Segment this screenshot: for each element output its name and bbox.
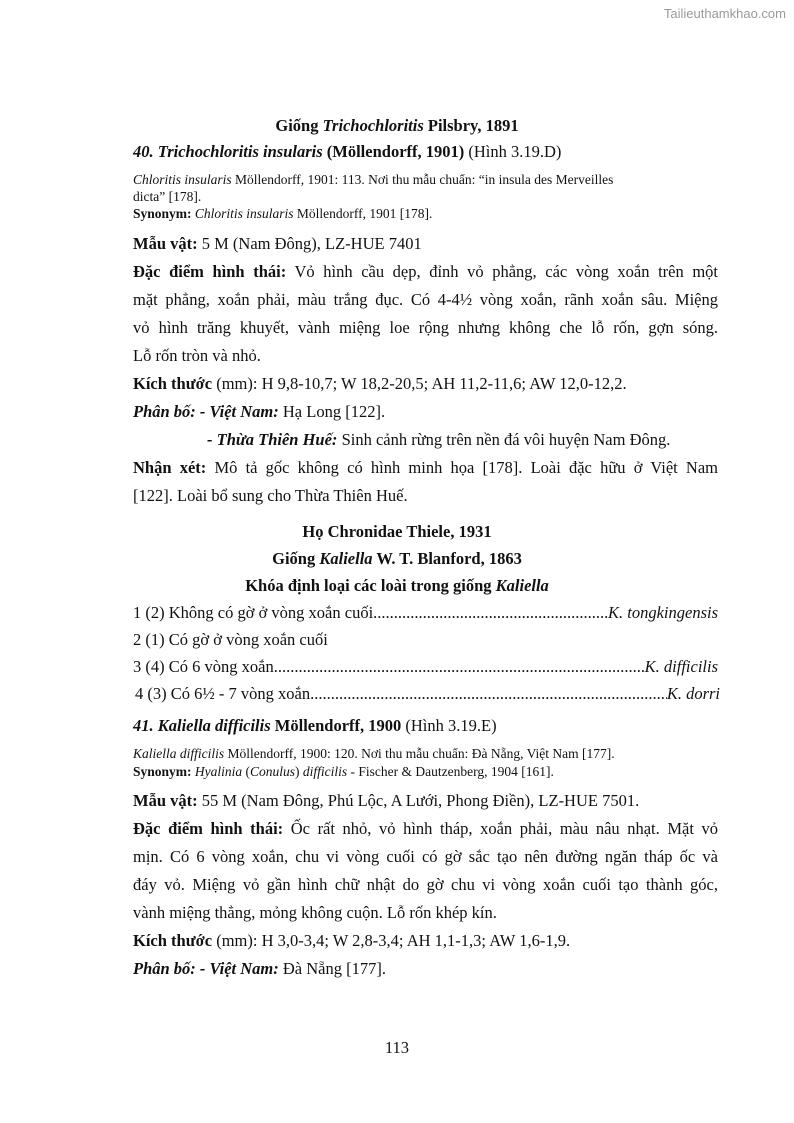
species-40-morphology-1: Đặc điểm hình thái: Vỏ hình cầu dẹp, đỉnh vỏ phẳng, các vòng xoắn trên một [133,262,719,281]
key-row: 1 (2) Không có gờ ở vòng xoắn cuối ..... K. tongkingensis [133,603,718,623]
species-40-synonym: Synonym: Chloritis insularis Möllendorff, 1901 [178]. [133,206,433,221]
key-row: 2 (1) Có gờ ở vòng xoắn cuối [133,630,328,649]
species-40-original-ref: Chloritis insularis Möllendorff, 1901: 113. Nơi thu mẫu chuẩn: “in insula des Merveilles [133,172,614,187]
species-40-note-2: [122]. Loài bổ sung cho Thừa Thiên Huế. [133,486,408,505]
species-40-distribution-tth: - Thừa Thiên Huế: Sinh cảnh rừng trên nền đá vôi huyện Nam Đông. [207,430,671,449]
species-40-distribution-vn: Phân bố: - Việt Nam: Hạ Long [122]. [133,402,386,421]
species-41-morphology-2: mịn. Có 6 vòng xoắn, chu vi vòng cuối có gờ sắc tạo nên đường ngăn tháp ốc và [133,847,718,866]
species-40-morphology-2: mặt phẳng, xoắn phải, màu trắng đục. Có 4-4½ vòng xoắn, rãnh xoắn sâu. Miệng [133,290,718,309]
species-41-morphology-4: vành miệng thẳng, mỏng không cuộn. Lỗ rốn khép kín. [133,903,497,922]
species-40-material: Mẫu vật: 5 M (Nam Đông), LZ-HUE 7401 [133,234,422,253]
species-40-original-ref-cont: dicta” [178]. [133,189,202,204]
species-40-heading: 40. Trichochloritis insularis (Möllendorff, 1901) (Hình 3.19.D) [133,142,562,161]
key-row: 3 (4) Có 6 vòng xoắn ..... K. difficilis [133,657,718,677]
species-41-original-ref: Kaliella difficilis Möllendorff, 1900: 120. Nơi thu mẫu chuẩn: Đà Nẵng, Việt Nam [177]. [133,746,615,761]
species-41-distribution-vn: Phân bố: - Việt Nam: Đà Nẵng [177]. [133,959,386,978]
species-41-morphology-1: Đặc điểm hình thái: Ốc rất nhỏ, vỏ hình tháp, xoắn phải, màu nâu nhạt. Mặt vỏ [133,819,718,838]
family-heading: Họ Chronidae Thiele, 1931 [302,522,492,541]
species-41-heading: 41. Kaliella difficilis Möllendorff, 1900 (Hình 3.19.E) [133,716,497,735]
species-41-morphology-3: đáy vỏ. Miệng vỏ gần hình chữ nhật do gờ chu vi vòng xoắn cuối tạo thành góc, [133,875,718,894]
page-number: 113 [384,1038,410,1057]
species-40-size: Kích thước (mm): H 9,8-10,7; W 18,2-20,5; AH 11,2-11,6; AW 12,0-12,2. [133,374,627,393]
key-title: Khóa định loại các loài trong giống Kaliella [245,576,549,595]
genus-kaliella-heading: Giống Kaliella W. T. Blanford, 1863 [272,549,522,568]
species-41-material: Mẫu vật: 55 M (Nam Đông, Phú Lộc, A Lưới, Phong Điền), LZ-HUE 7501. [133,791,640,810]
species-40-note-1: Nhận xét: Mô tả gốc không có hình minh họa [178]. Loài đặc hữu ở Việt Nam [133,458,718,477]
watermark: Tailieuthamkhao.com [663,6,786,21]
key-row: 4 (3) Có 6½ - 7 vòng xoắn ..... K. dorri [135,684,720,704]
species-40-morphology-3: vỏ hình trăng khuyết, vành miệng loe rộng nhưng không che lỗ rốn, gợn sóng. [133,318,718,337]
species-41-synonym: Synonym: Hyalinia (Conulus) difficilis - Fischer & Dautzenberg, 1904 [161]. [133,764,554,779]
species-40-morphology-4: Lỗ rốn tròn và nhỏ. [133,346,261,365]
species-41-size: Kích thước (mm): H 3,0-3,4; W 2,8-3,4; AH 1,1-1,3; AW 1,6-1,9. [133,931,571,950]
genus-heading: Giống Trichochloritis Pilsbry, 1891 [275,116,519,135]
